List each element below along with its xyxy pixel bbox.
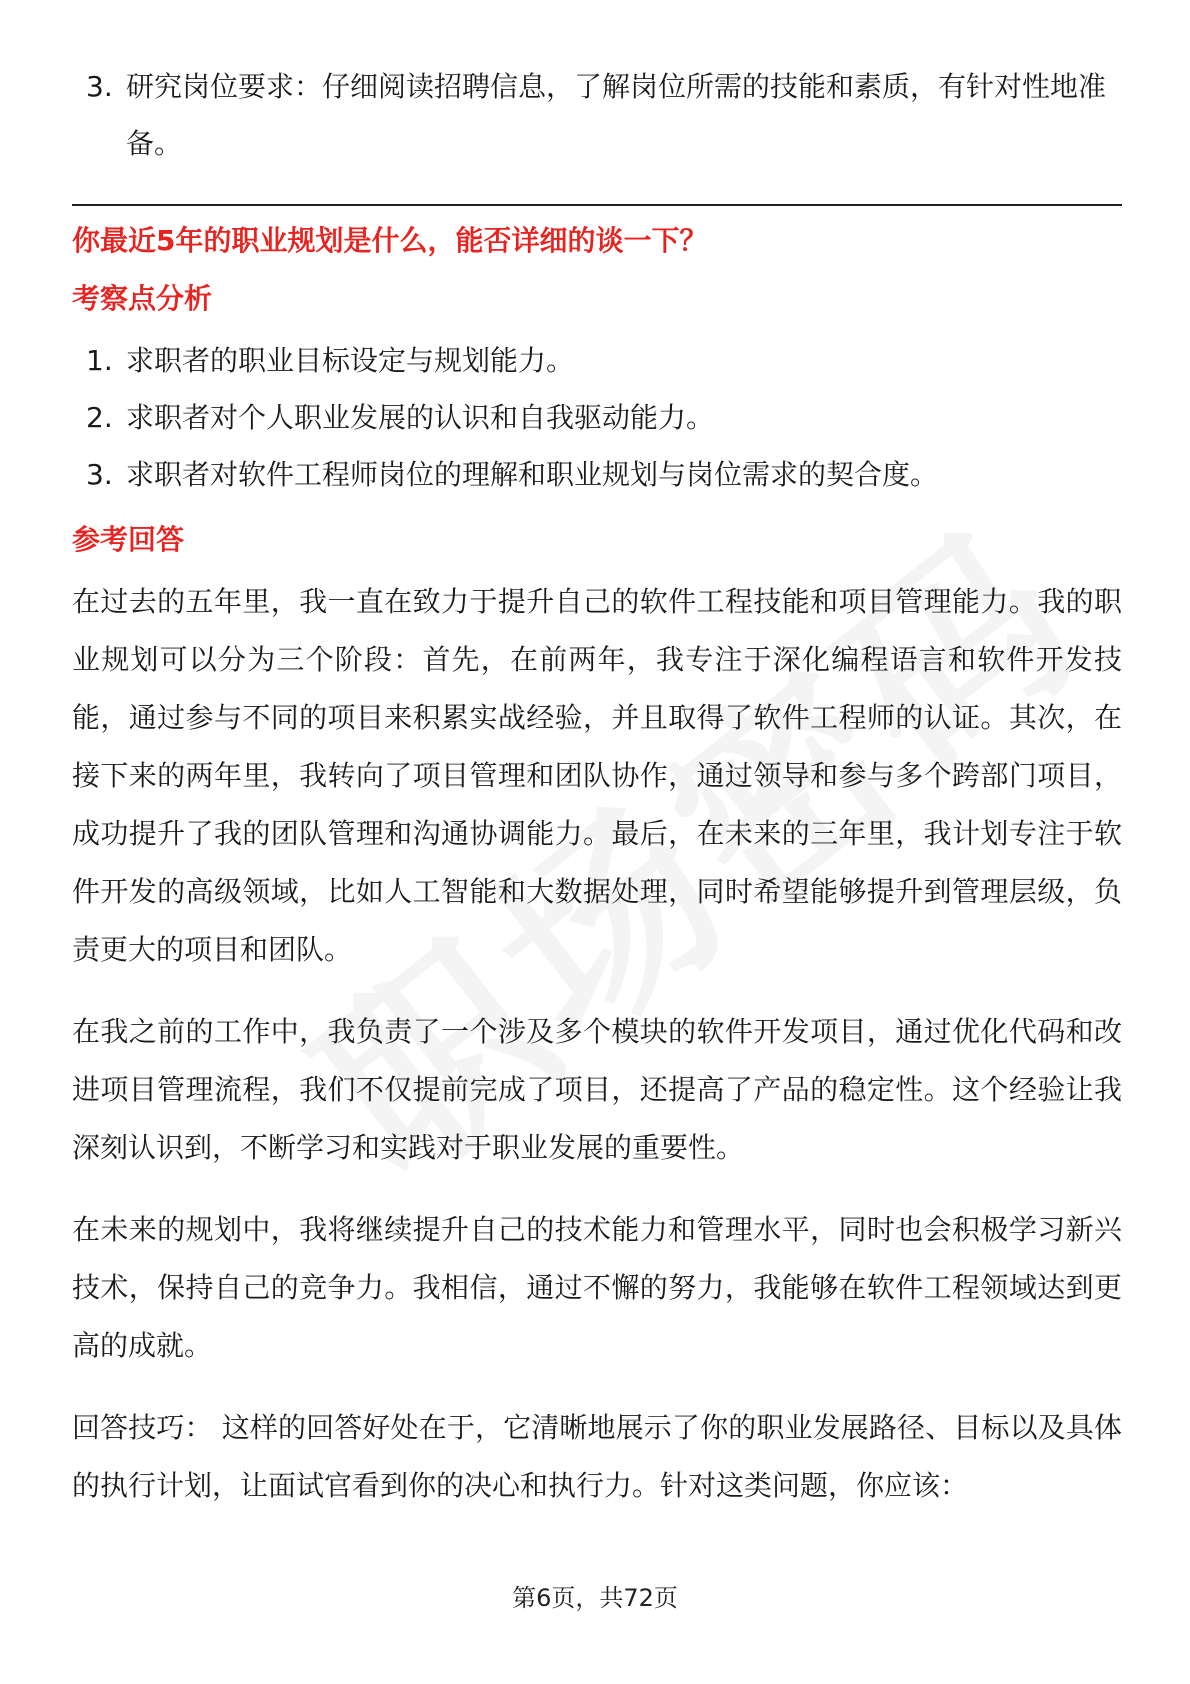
answer-title: 参考回答 (72, 523, 185, 556)
list-item (72, 389, 1122, 446)
prev-list (72, 58, 1122, 172)
answer-paragraph: 在我之前的工作中，我负责了一个涉及多个模块的软件开发项目，通过优化代码和改进项目管理流程，我们不仅提前完成了项目，还提高了产品的稳定性。这个经验让我深刻认识到，不断学习和实践对于职业发展的重要性。 (72, 1015, 1122, 1164)
list-item-text: 求职者的职业目标设定与规划能力。 (126, 344, 575, 377)
list-item-text: 求职者对个人职业发展的认识和自我驱动能力。 (126, 401, 715, 434)
analysis-list (72, 332, 1122, 503)
list-item-number: 3. (86, 70, 113, 103)
list-item-number: 1. (86, 344, 113, 377)
page-number: 第6页，共72页 (512, 1584, 678, 1612)
page-content (72, 58, 1122, 1539)
analysis-title: 考察点分析 (72, 282, 213, 315)
list-item-text: 求职者对软件工程师岗位的理解和职业规划与岗位需求的契合度。 (126, 458, 939, 491)
list-item-number: 3. (86, 458, 113, 491)
list-item (72, 58, 1122, 172)
list-item (72, 332, 1122, 389)
list-item (72, 446, 1122, 503)
answer-tips-paragraph: 回答技巧： 这样的回答好处在于，它清晰地展示了你的职业发展路径、目标以及具体的执行计划，让面试官看到你的决心和执行力。针对这类问题，你应该： (72, 1411, 1122, 1502)
answer-paragraph: 在过去的五年里，我一直在致力于提升自己的软件工程技能和项目管理能力。我的职业规划可以分为三个阶段：首先，在前两年，我专注于深化编程语言和软件开发技能，通过参与不同的项目来积累实战经验，并且取得了软件工程师的认证。其次，在接下来的两年里，我转向了项目管理和团队协作，通过领导和参与多个跨部门项目，成功提升了我的团队管理和沟通协调能力。最后，在未来的三年里，我计划专注于软件开发的高级领域，比如人工智能和大数据处理，同时希望能够提升到管理层级，负责更大的项目和团队。 (72, 585, 1122, 966)
list-item-text: 研究岗位要求：仔细阅读招聘信息，了解岗位所需的技能和素质，有针对性地准备。 (126, 70, 1107, 160)
question-heading: 你最近5年的职业规划是什么，能否详细的谈一下？ (72, 224, 708, 257)
answer-paragraph: 在未来的规划中，我将继续提升自己的技术能力和管理水平，同时也会积极学习新兴技术，保持自己的竞争力。我相信，通过不懈的努力，我能够在软件工程领域达到更高的成就。 (72, 1213, 1122, 1362)
list-item-number: 2. (86, 401, 113, 434)
section-divider (72, 204, 1122, 206)
